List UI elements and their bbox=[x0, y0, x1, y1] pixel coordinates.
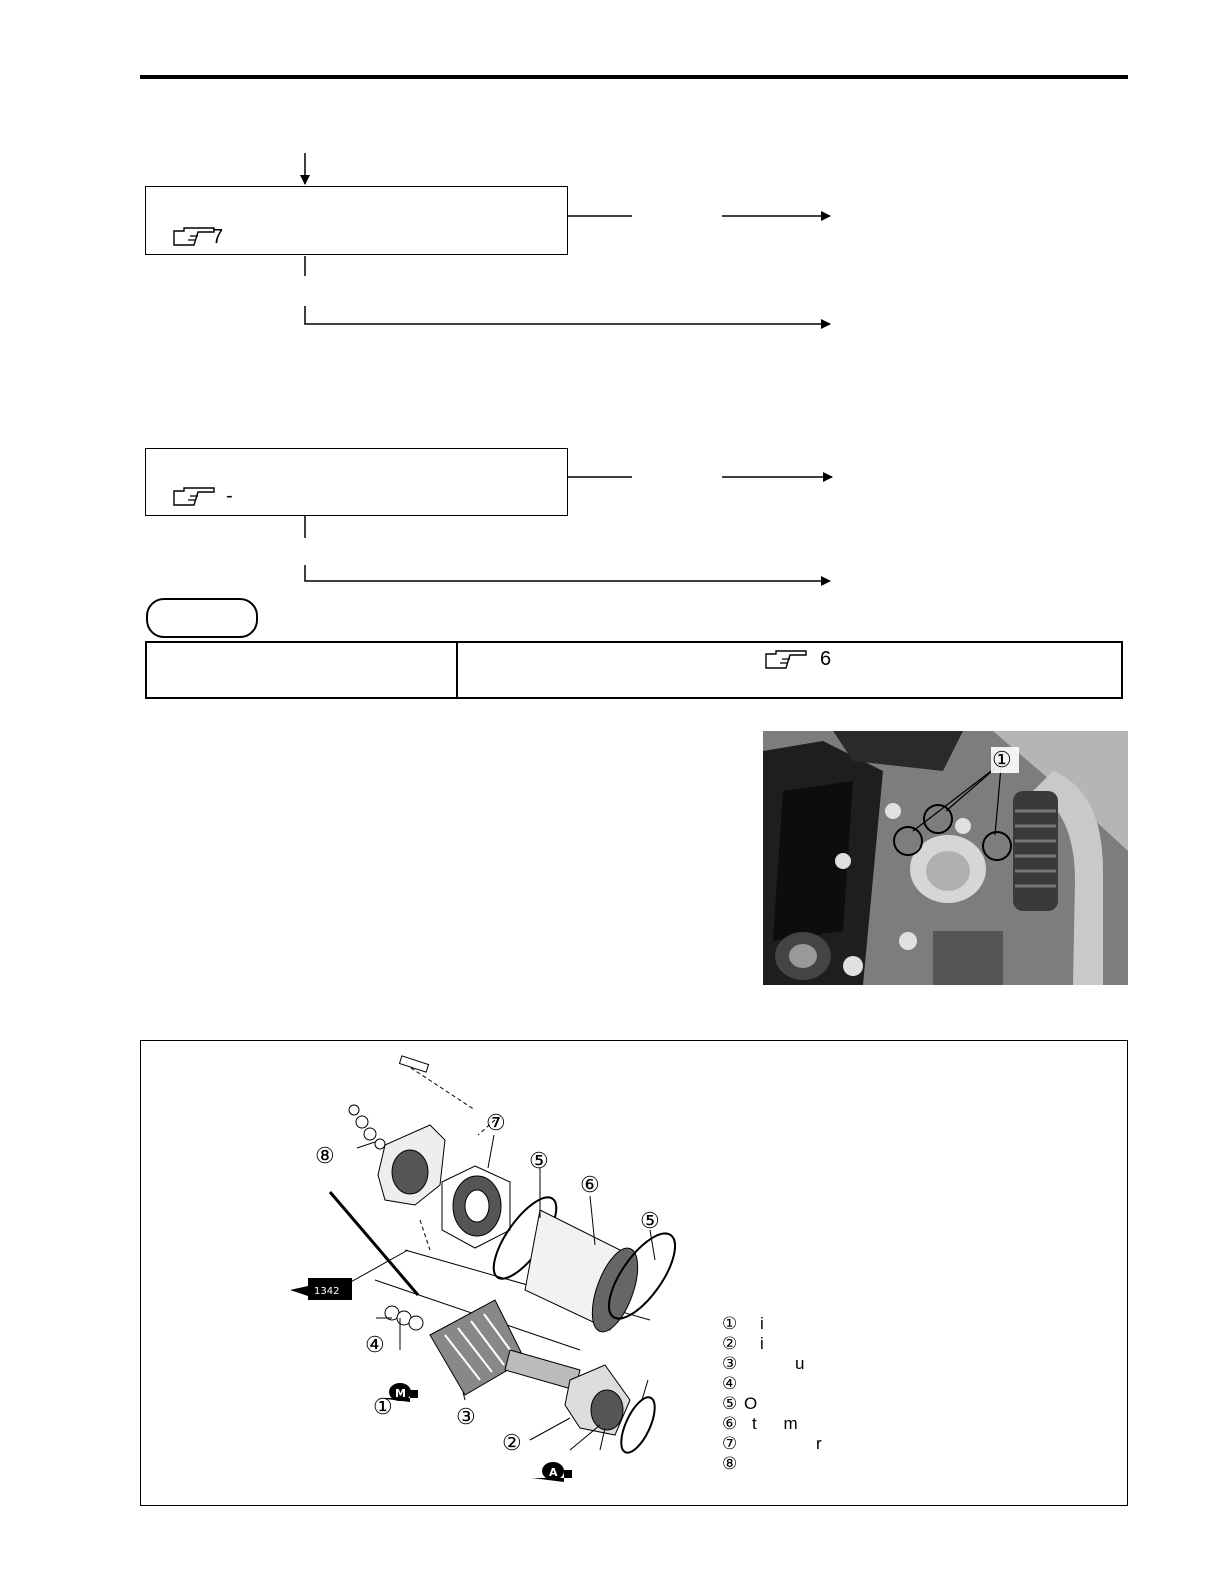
reference-hand-icon bbox=[172, 225, 216, 249]
parts-legend bbox=[722, 1314, 822, 1474]
legend-item bbox=[722, 1394, 822, 1414]
thread-lock-label: 1342 bbox=[314, 1286, 340, 1297]
diagram-callout: ⑦ bbox=[486, 1110, 506, 1135]
legend-item bbox=[722, 1434, 822, 1454]
legend-text: O bbox=[744, 1394, 758, 1413]
box-2-ref-page: - bbox=[226, 485, 233, 507]
note-table-divider bbox=[456, 641, 458, 697]
photo-callout: ① bbox=[992, 747, 1012, 772]
grease-a-icon bbox=[532, 1462, 572, 1482]
diagram-callout: ② bbox=[502, 1430, 522, 1455]
legend-text: i bbox=[760, 1334, 764, 1353]
diagram-callout: ③ bbox=[456, 1404, 476, 1429]
note-label-pill bbox=[146, 598, 258, 638]
grease-m-label: M bbox=[395, 1387, 406, 1400]
legend-item bbox=[722, 1354, 822, 1374]
starter-motor-exploded-drawing bbox=[270, 1050, 700, 1490]
legend-text: t m bbox=[752, 1414, 798, 1433]
diagram-callout: ⑧ bbox=[315, 1143, 335, 1168]
legend-item bbox=[722, 1374, 822, 1394]
legend-number: ⑥ bbox=[722, 1414, 738, 1433]
reference-hand-icon bbox=[172, 485, 216, 509]
legend-number: ③ bbox=[722, 1354, 738, 1373]
legend-item bbox=[722, 1334, 822, 1354]
flowchart-box-1 bbox=[145, 186, 568, 255]
legend-text: u bbox=[795, 1354, 805, 1373]
legend-item bbox=[722, 1454, 822, 1474]
diagram-callout: ⑤ bbox=[529, 1148, 549, 1173]
legend-number: ② bbox=[722, 1334, 738, 1353]
legend-item bbox=[722, 1314, 822, 1334]
legend-text: i bbox=[760, 1314, 764, 1333]
reference-hand-icon bbox=[764, 648, 808, 672]
thread-lock-icon bbox=[290, 1278, 352, 1300]
legend-number: ④ bbox=[722, 1374, 738, 1393]
legend-item bbox=[722, 1414, 822, 1434]
grease-a-label: A bbox=[549, 1466, 558, 1479]
legend-number: ⑧ bbox=[722, 1454, 738, 1473]
legend-number: ⑦ bbox=[722, 1434, 738, 1453]
diagram-callout: ④ bbox=[365, 1332, 385, 1357]
legend-number: ① bbox=[722, 1314, 738, 1333]
note-table bbox=[145, 641, 1123, 699]
legend-text: r bbox=[816, 1434, 822, 1453]
diagram-callout: ⑤ bbox=[640, 1208, 660, 1233]
legend-number: ⑤ bbox=[722, 1394, 738, 1413]
diagram-callout: ① bbox=[373, 1394, 393, 1419]
diagram-callout: ⑥ bbox=[580, 1172, 600, 1197]
note-ref-page: 6 bbox=[820, 648, 832, 670]
engine-photo bbox=[763, 731, 1128, 985]
flowchart-box-2 bbox=[145, 448, 568, 516]
box-1-ref-page: 7 bbox=[212, 226, 224, 248]
